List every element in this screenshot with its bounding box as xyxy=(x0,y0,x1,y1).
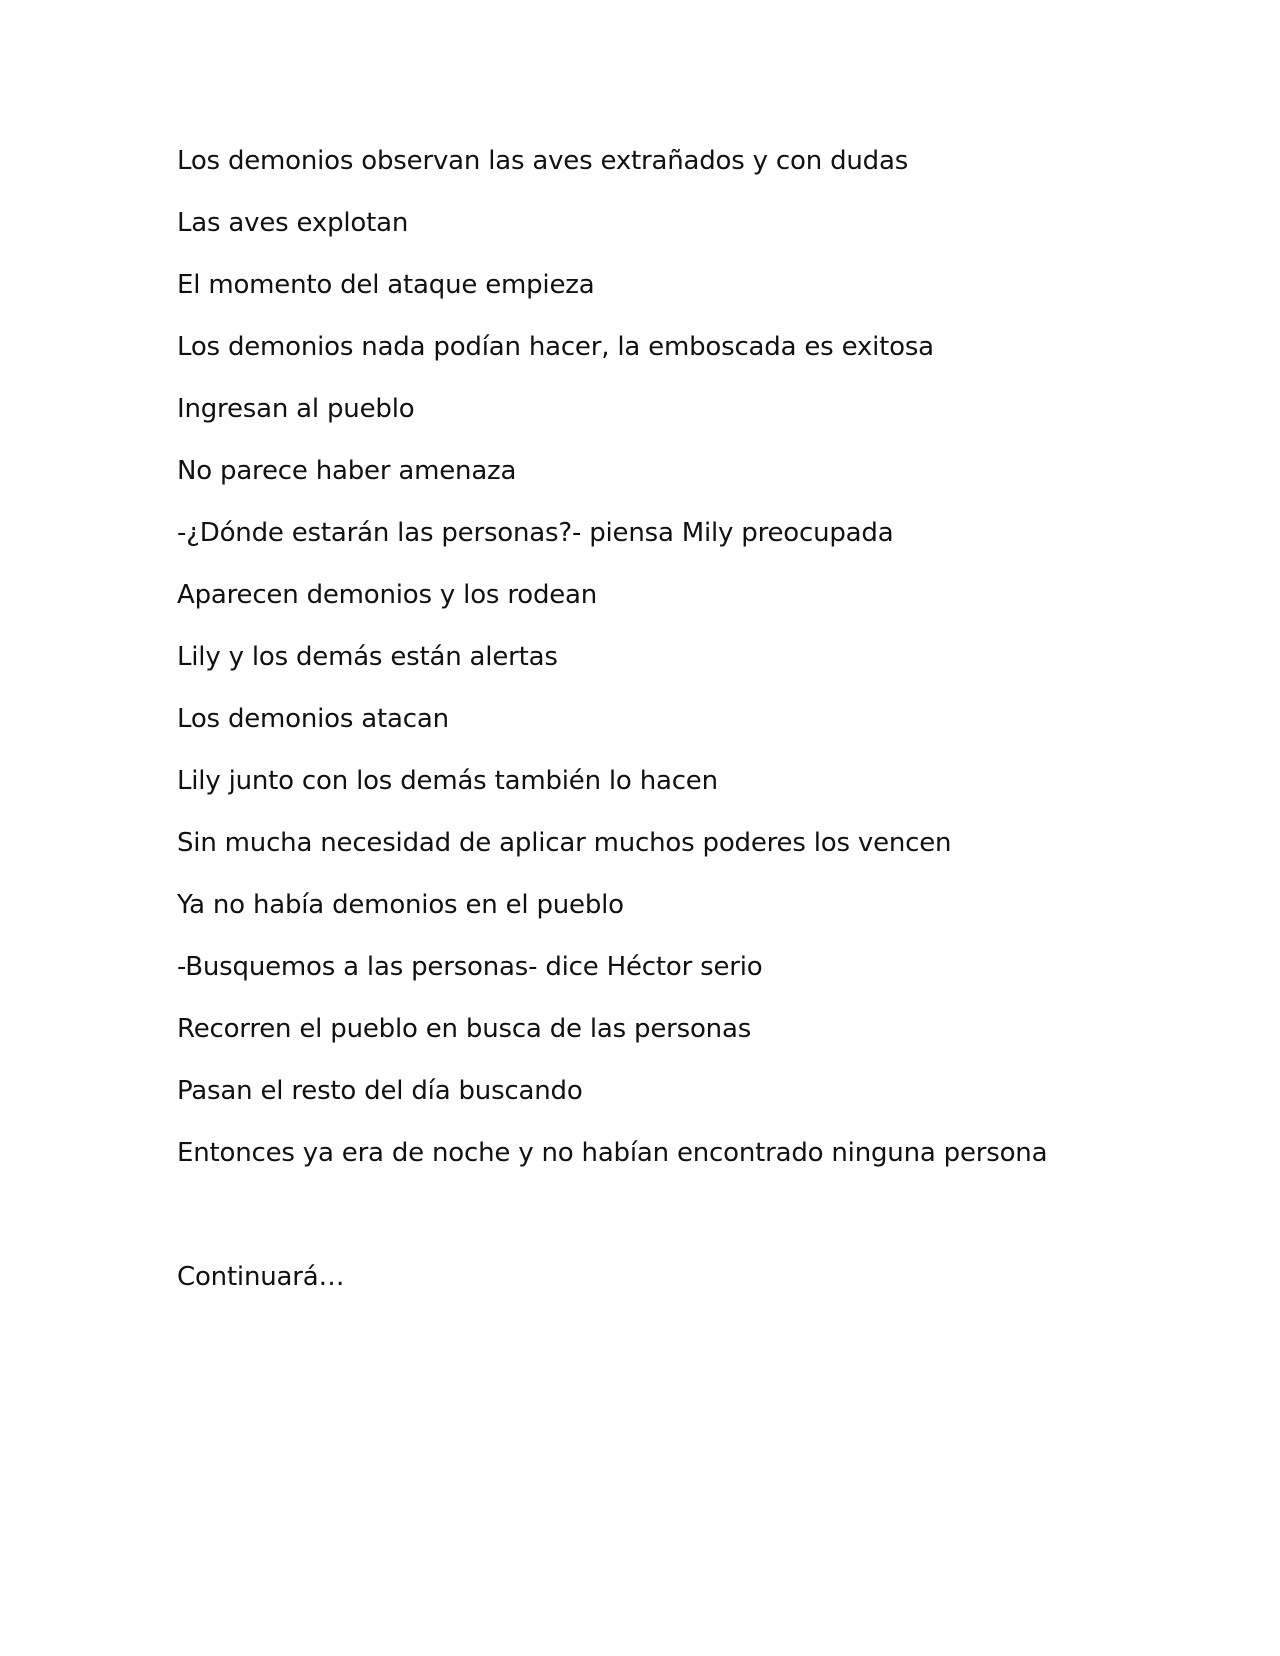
paragraph-line: Las aves explotan xyxy=(177,208,409,238)
closing-line: Continuará… xyxy=(177,1262,345,1292)
blank-line xyxy=(177,1198,1177,1260)
paragraph-line: Aparecen demonios y los rodean xyxy=(177,580,598,610)
paragraph-line: Sin mucha necesidad de aplicar muchos poderes los vencen xyxy=(177,828,952,858)
paragraph-line: El momento del ataque empieza xyxy=(177,270,595,300)
paragraph-line: No parece haber amenaza xyxy=(177,456,517,486)
paragraph-line: Lily junto con los demás también lo hacen xyxy=(177,766,718,796)
document-body xyxy=(177,144,1177,1322)
paragraph-line: Ya no había demonios en el pueblo xyxy=(177,890,624,920)
paragraph-line: Lily y los demás están alertas xyxy=(177,642,558,672)
paragraph-line: Ingresan al pueblo xyxy=(177,394,415,424)
paragraph-line: -Busquemos a las personas- dice Héctor serio xyxy=(177,952,763,982)
paragraph-line: -¿Dónde estarán las personas?- piensa Mily preocupada xyxy=(177,518,894,548)
paragraph-line: Los demonios atacan xyxy=(177,704,449,734)
paragraph-line: Los demonios nada podían hacer, la emboscada es exitosa xyxy=(177,332,934,362)
paragraph-line: Pasan el resto del día buscando xyxy=(177,1076,583,1106)
paragraph-line: Los demonios observan las aves extrañados y con dudas xyxy=(177,146,909,176)
paragraph-line: Entonces ya era de noche y no habían encontrado ninguna persona xyxy=(177,1138,1048,1168)
paragraph-line: Recorren el pueblo en busca de las personas xyxy=(177,1014,752,1044)
